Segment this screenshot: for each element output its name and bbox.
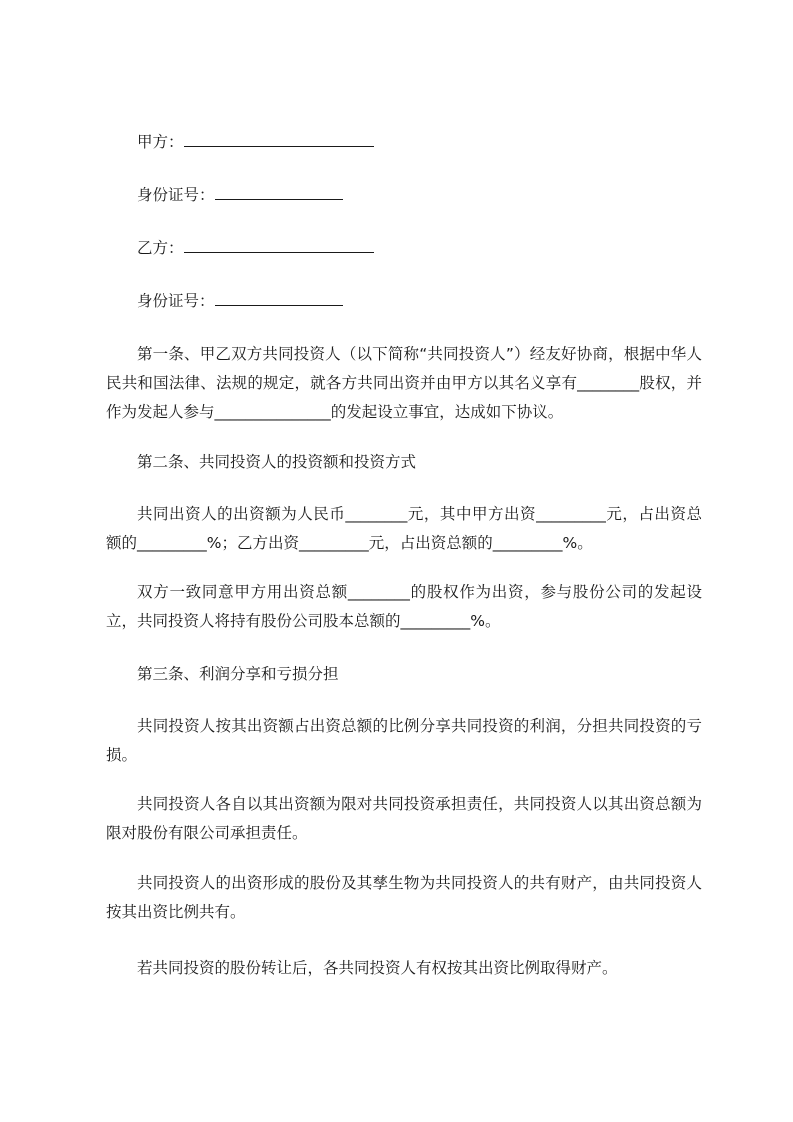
party-b-label: 乙方： <box>137 239 184 257</box>
party-b-blank <box>184 238 374 253</box>
party-a-id-blank <box>215 185 343 200</box>
party-b-line <box>137 238 374 258</box>
article-2-paragraph-1: 共同出资人的出资额为人民币________元，其中甲方出资_________元，占出资总额的_________%；乙方出资_________元，占出资总额的_________%。 <box>106 505 702 552</box>
article-2-heading: 第二条、共同投资人的投资额和投资方式 <box>137 453 417 471</box>
article-3-paragraph-3: 共同投资人的出资形成的股份及其孳生物为共同投资人的共有财产，由共同投资人按其出资比例共有。 <box>106 874 702 921</box>
article-3-paragraph-2: 共同投资人各自以其出资额为限对共同投资承担责任，共同投资人以其出资总额为限对股份有限公司承担责任。 <box>106 795 702 842</box>
article-1-paragraph: 第一条、甲乙双方共同投资人（以下简称“共同投资人”）经友好协商，根据中华人民共和国法律、法规的规定，就各方共同出资并由甲方以其名义享有________股权，并作为发起人参与_______________的发起设立事宜，达成如下协议。 <box>106 345 702 421</box>
party-a-label: 甲方： <box>137 133 184 151</box>
party-a-line <box>137 132 374 152</box>
party-a-blank <box>184 132 374 147</box>
article-3-heading: 第三条、利润分享和亏损分担 <box>137 665 339 683</box>
party-a-id-line <box>137 185 343 205</box>
article-3-paragraph-1: 共同投资人按其出资额占出资总额的比例分享共同投资的利润，分担共同投资的亏损。 <box>106 717 702 764</box>
article-2-paragraph-2: 双方一致同意甲方用出资总额________的股权作为出资，参与股份公司的发起设立，共同投资人将持有股份公司股本总额的_________%。 <box>106 583 702 630</box>
party-b-id-blank <box>215 291 343 306</box>
party-b-id-label: 身份证号： <box>137 292 215 310</box>
party-a-id-label: 身份证号： <box>137 186 215 204</box>
party-b-id-line <box>137 291 343 311</box>
article-3-paragraph-4: 若共同投资的股份转让后，各共同投资人有权按其出资比例取得财产。 <box>137 959 618 977</box>
